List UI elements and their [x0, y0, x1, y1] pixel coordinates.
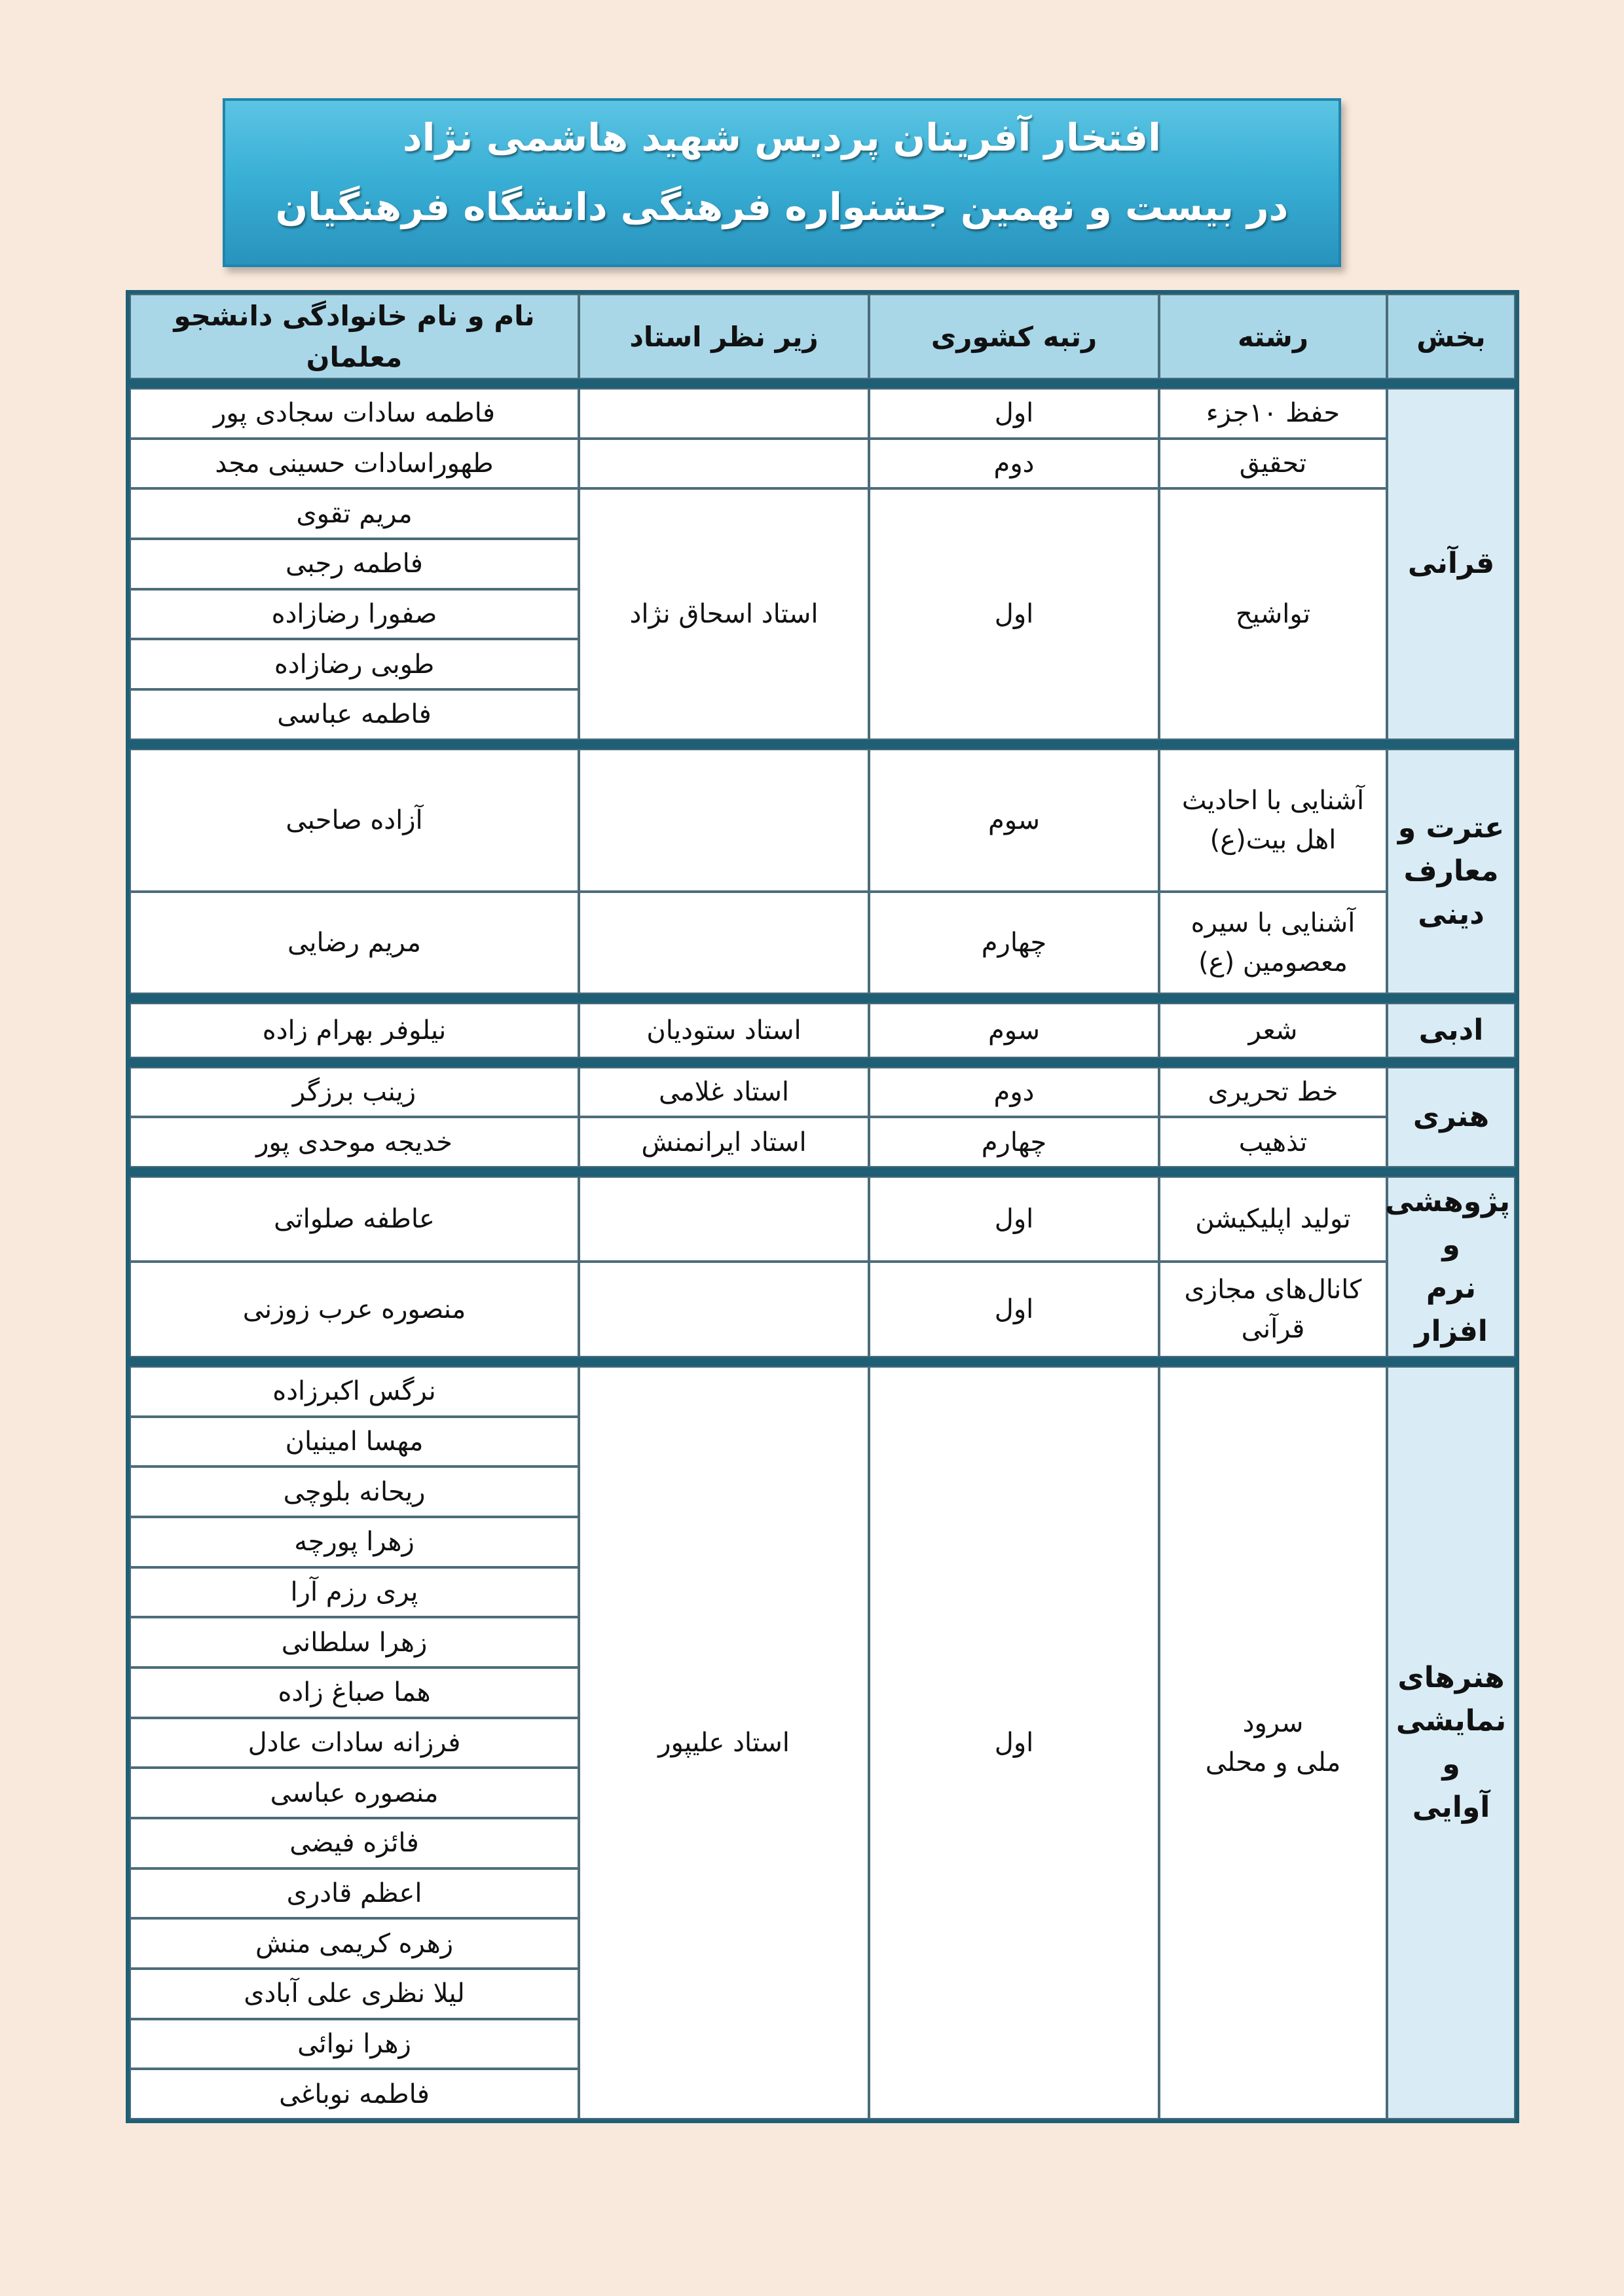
table-row [130, 1176, 1515, 1262]
table-row [130, 749, 1515, 892]
table-row [130, 1262, 1515, 1357]
table-row [130, 1117, 1515, 1167]
table-row [130, 439, 1515, 489]
rank-cell: دوم [869, 439, 1159, 489]
field-cell: تواشیح [1159, 488, 1387, 739]
section-honari: هنری [1387, 1067, 1515, 1167]
student-cell: هما صباغ زاده [130, 1667, 579, 1718]
student-cell: صفورا رضازاده [130, 589, 579, 640]
student-cell: لیلا نظری علی آبادی [130, 1969, 579, 2019]
student-cell: طوبی رضازاده [130, 639, 579, 689]
section-quran: قرآنی [1387, 388, 1515, 740]
title-banner [223, 98, 1341, 267]
header-field: رشته [1159, 294, 1387, 379]
field-line: آشنایی با احادیث [1181, 785, 1365, 816]
title-line-2: در بیست و نهمین جشنواره فرهنگی دانشگاه فرهنگیان [275, 185, 1289, 229]
field-cell [1159, 1366, 1387, 2119]
supervisor-cell [579, 749, 869, 892]
field-cell: تحقیق [1159, 439, 1387, 489]
student-cell: فاطمه نوباغی [130, 2069, 579, 2119]
supervisor-cell: استاد اسحاق نژاد [579, 488, 869, 739]
student-cell: مریم تقوی [130, 488, 579, 539]
rank-cell: چهارم [869, 1117, 1159, 1167]
field-cell: تولید اپلیکیشن [1159, 1176, 1387, 1262]
section-label-line: دینی [1418, 897, 1485, 931]
field-line: معصومین (ع) [1198, 947, 1348, 977]
student-cell: اعظم قادری [130, 1868, 579, 1919]
section-label-line: عترت و [1397, 811, 1505, 845]
section-label-line: نمایشی [1395, 1704, 1507, 1738]
separator [130, 994, 1515, 1003]
rank-cell: اول [869, 1176, 1159, 1262]
section-label-line: و [1442, 1747, 1460, 1781]
separator [130, 740, 1515, 749]
field-line: کانال‌های مجازی [1184, 1274, 1362, 1305]
supervisor-cell: استاد غلامی [579, 1067, 869, 1118]
student-cell: زهرا پورچه [130, 1517, 579, 1567]
table-row [130, 1003, 1515, 1058]
separator [130, 1058, 1515, 1067]
rank-cell: اول [869, 488, 1159, 739]
field-cell: حفظ ۱۰جزء [1159, 388, 1387, 439]
supervisor-cell [579, 439, 869, 489]
header-student: نام و نام خانوادگی دانشجو معلمان [130, 294, 579, 379]
student-cell: زهرا نوائی [130, 2019, 579, 2069]
section-label-line: معارف [1403, 854, 1499, 888]
supervisor-cell [579, 1176, 869, 1262]
student-cell: فاطمه عباسی [130, 689, 579, 740]
field-cell [1159, 892, 1387, 994]
header-supervisor: زیر نظر استاد [579, 294, 869, 379]
field-line: سرود [1242, 1707, 1304, 1738]
student-cell: ریحانه بلوچی [130, 1467, 579, 1517]
results-table-frame [126, 290, 1519, 2123]
header-row [130, 294, 1515, 379]
student-cell: آزاده صاحبی [130, 749, 579, 892]
section-adabi: ادبی [1387, 1003, 1515, 1058]
student-cell: طهوراسادات حسینی مجد [130, 439, 579, 489]
supervisor-cell: استاد ستودیان [579, 1003, 869, 1058]
student-cell: مریم رضایی [130, 892, 579, 994]
field-cell [1159, 749, 1387, 892]
rank-cell: اول [869, 1262, 1159, 1357]
rank-cell: اول [869, 1366, 1159, 2119]
field-cell [1159, 1262, 1387, 1357]
student-cell: مهسا امینیان [130, 1417, 579, 1467]
supervisor-cell [579, 388, 869, 439]
supervisor-cell [579, 892, 869, 994]
student-cell: فائزه فیضی [130, 1818, 579, 1868]
header-rank: رتبه کشوری [869, 294, 1159, 379]
section-pazhouheshi [1384, 1176, 1515, 1357]
results-table [130, 294, 1515, 2119]
separator [130, 1167, 1515, 1176]
field-line: اهل بیت(ع) [1209, 824, 1337, 855]
field-line: آشنایی با سیره [1190, 907, 1356, 938]
supervisor-cell: استاد علیپور [579, 1366, 869, 2119]
rank-cell: سوم [869, 749, 1159, 892]
separator [130, 1357, 1515, 1366]
section-etrat [1387, 749, 1515, 994]
student-cell: پری رزم آرا [130, 1567, 579, 1618]
student-cell: نیلوفر بهرام زاده [130, 1003, 579, 1058]
rank-cell: اول [869, 388, 1159, 439]
student-cell: نرگس اکبرزاده [130, 1366, 579, 1417]
section-label-line: آوایی [1412, 1790, 1490, 1824]
student-cell: زهرا سلطانی [130, 1617, 579, 1667]
table-row [130, 1067, 1515, 1118]
student-cell: زهره کریمی منش [130, 1918, 579, 1969]
rank-cell: دوم [869, 1067, 1159, 1118]
student-cell: فاطمه سادات سجادی پور [130, 388, 579, 439]
field-line: قرآنی [1241, 1313, 1305, 1344]
student-cell: عاطفه صلواتی [130, 1176, 579, 1262]
student-cell: زینب برزگر [130, 1067, 579, 1118]
field-cell: تذهیب [1159, 1117, 1387, 1167]
field-cell: خط تحریری [1159, 1067, 1387, 1118]
table-row [130, 488, 1515, 539]
student-cell: فرزانه سادات عادل [130, 1718, 579, 1768]
table-row [130, 388, 1515, 439]
section-label-line: و [1442, 1228, 1460, 1262]
field-cell: شعر [1159, 1003, 1387, 1058]
title-line-1: افتخار آفرینان پردیس شهید هاشمی نژاد [402, 115, 1162, 160]
header-section: بخش [1387, 294, 1515, 379]
separator [130, 379, 1515, 388]
section-namayeshi [1387, 1366, 1515, 2119]
table-row [130, 892, 1515, 994]
section-label-line: پژوهشی [1384, 1184, 1510, 1218]
supervisor-cell [579, 1262, 869, 1357]
supervisor-cell: استاد ایرانمنش [579, 1117, 869, 1167]
rank-cell: چهارم [869, 892, 1159, 994]
section-label-line: نرم افزار [1414, 1271, 1488, 1348]
student-cell: منصوره عباسی [130, 1768, 579, 1818]
field-line: ملی و محلی [1205, 1747, 1341, 1777]
rank-cell: سوم [869, 1003, 1159, 1058]
section-label-line: هنرهای [1397, 1660, 1505, 1694]
student-cell: فاطمه رجبی [130, 539, 579, 589]
student-cell: خدیجه موحدی پور [130, 1117, 579, 1167]
student-cell: منصوره عرب زوزنی [130, 1262, 579, 1357]
table-row [130, 1366, 1515, 1417]
